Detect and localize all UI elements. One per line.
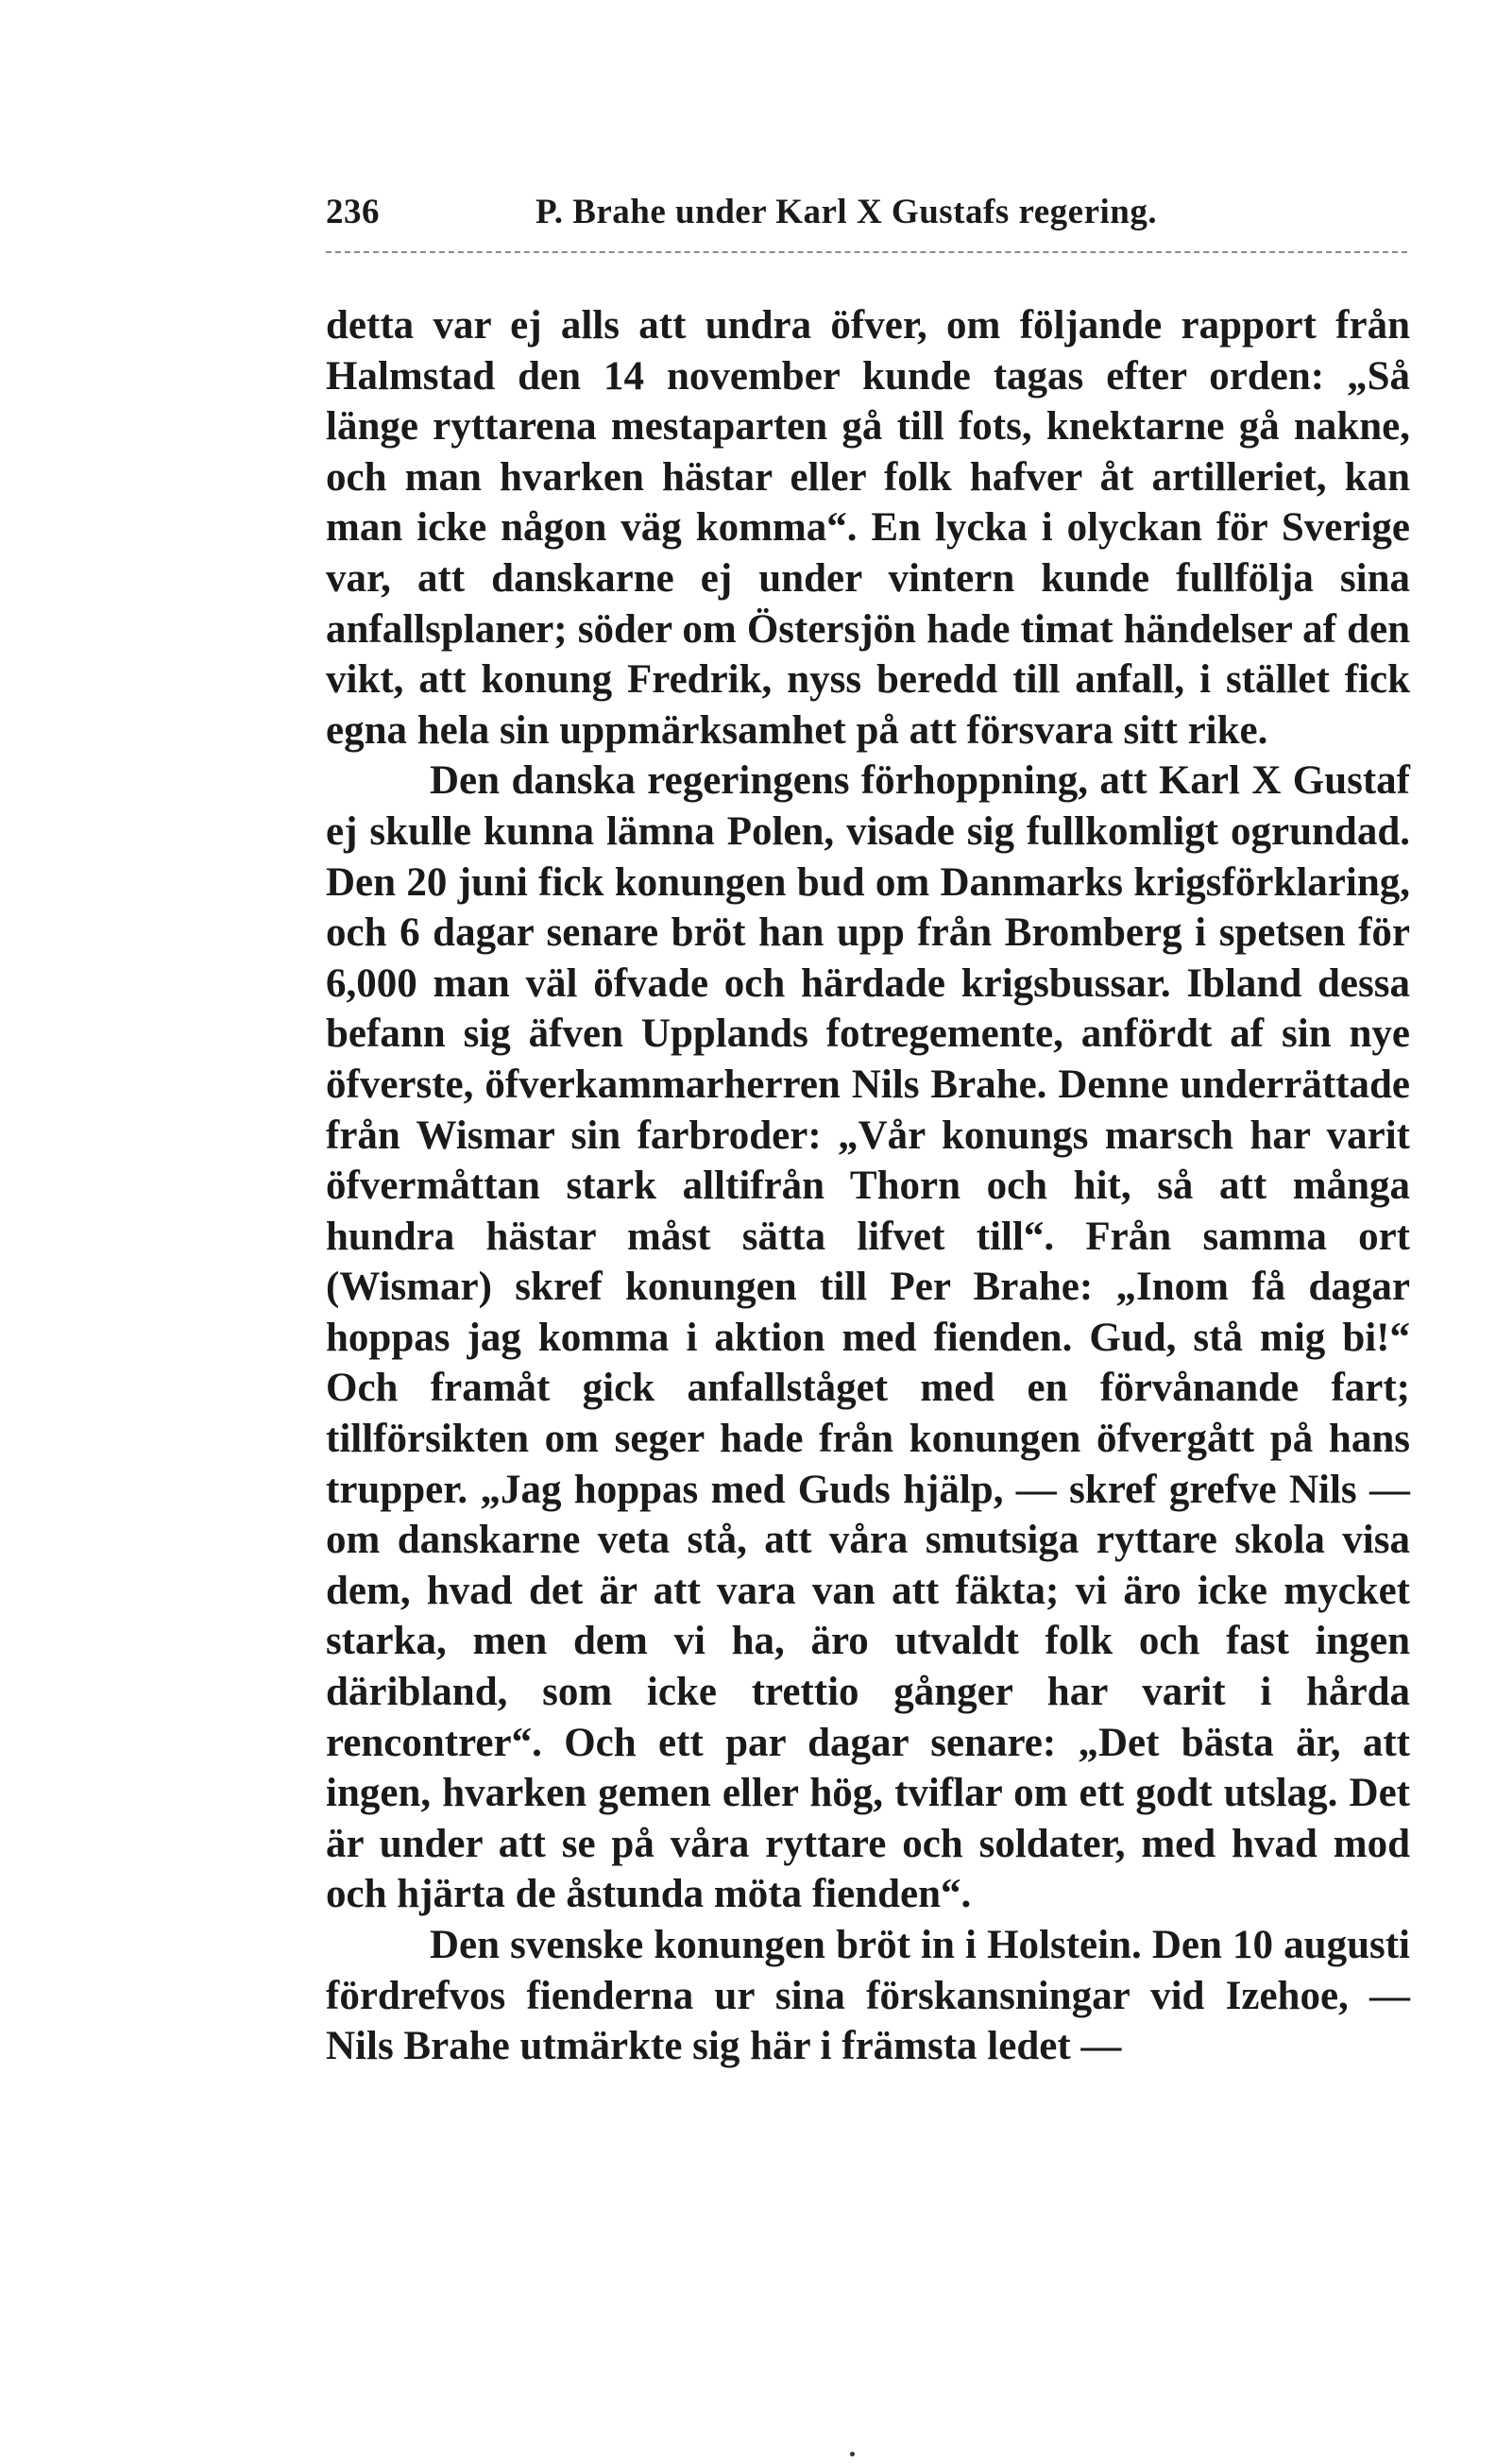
- paragraph-1: detta var ej alls att undra öfver, om följande rapport från Halmstad den 14 november kunde tagas efter orden: „Så länge ryttarena mestaparten gå till fots, knektarne gå nakne, och man hvarken hästar eller folk hafver åt artilleriet, kan man icke någon väg komma“. En lycka i olyckan för Sverige var, att danskarne ej under vintern kunde fullfölja sina anfallsplaner; söder om Östersjön hade timat händelser af den vikt, att konung Fredrik, nyss beredd till anfall, i stället fick egna hela sin uppmärksamhet på att försvara sitt rike.: [326, 303, 1410, 753]
- paragraph-2: Den danska regeringens förhoppning, att Karl X Gustaf ej skulle kunna lämna Polen, visade sig fullkomligt ogrundad. Den 20 juni fick konungen bud om Danmarks krigsförklaring, och 6 dagar senare bröt han upp från Bromberg i spetsen för 6,000 man väl öfvade och härdade krigsbussar. Ibland dessa befann sig äfven Upplands fotregemente, anfördt af sin nye öfverste, öfverkammarherren Nils Brahe. Denne underrättade från Wismar sin farbroder: „Vår konungs marsch har varit öfvermåttan stark alltifrån Thorn och hit, så att många hundra hästar måst sätta lifvet till“. Från samma ort (Wismar) skref konungen till Per Brahe: „Inom få dagar hoppas jag komma i aktion med fienden. Gud, stå mig bi!“ Och framåt gick anfallståget med en förvånande fart; tillförsikten om seger hade från konungen öfvergått på hans trupper. „Jag hoppas med Guds hjälp, — skref grefve Nils — om danskarne veta stå, att våra smutsiga ryttare skola visa dem, hvad det är att vara van att fäkta; vi äro icke mycket starka, men dem vi ha, äro utvaldt folk och fast ingen däribland, som icke trettio gånger har varit i hårda rencontrer“. Och ett par dagar senare: „Det bästa är, att ingen, hvarken gemen eller hög, tviflar om ett godt utslag. Det är under att se på våra ryttare och soldater, med hvad mod och hjärta de åstunda möta fienden“.: [326, 758, 1410, 1917]
- ink-speck: [850, 2452, 855, 2456]
- running-title: P. Brahe under Karl X Gustafs regering.: [536, 193, 1158, 231]
- header-rule: [326, 251, 1407, 253]
- body-text: [326, 300, 1410, 2072]
- page-number: 236: [326, 193, 380, 231]
- running-header: [326, 192, 1407, 248]
- paragraph-3: Den svenske konungen bröt in i Holstein. Den 10 augusti fördrefvos fienderna ur sina förskansningar vid Izehoe, — Nils Brahe utmärkte sig här i främsta ledet —: [326, 1923, 1410, 2069]
